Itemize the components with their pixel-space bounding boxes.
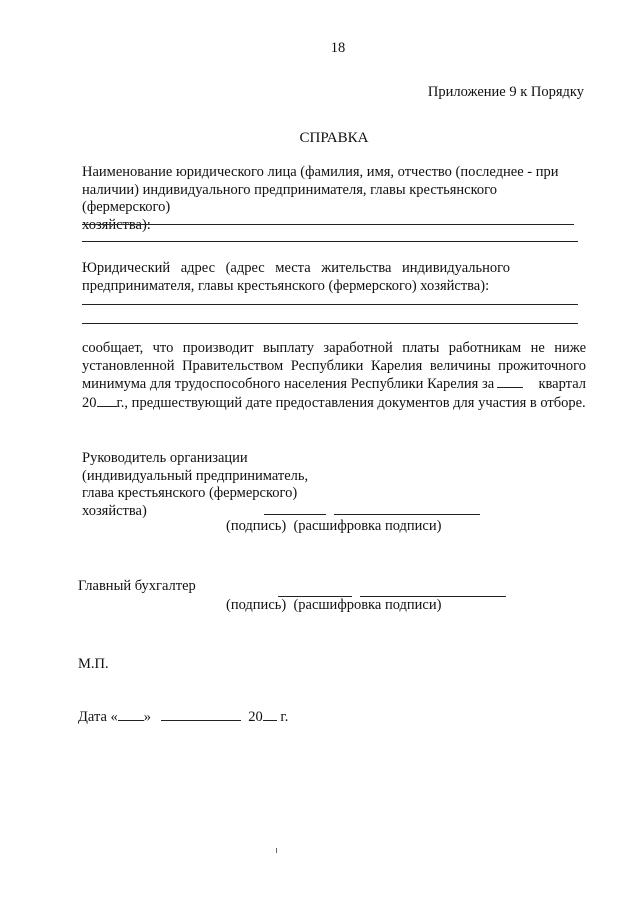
statement-paragraph [82,340,586,412]
year-prefix: 20 [82,394,97,411]
date-year-blank[interactable] [263,708,277,721]
document-title: СПРАВКА [299,130,369,146]
head-signature-decoding-line[interactable] [334,514,480,515]
page-number: 18 [330,40,346,56]
statement-line-4-text: г., предшествующий дате предоставления документов для участия в отборе. [116,394,586,411]
legal-address-line-2: предпринимателя, главы крестьянского (фермерского) хозяйства): [82,277,490,294]
statement-line-2: установленной Правительством Республики Карелия величины прожиточного [82,357,586,374]
legal-address-fill-line-1[interactable] [82,304,578,305]
date-year-suffix: г. [280,709,289,725]
quarter-blank[interactable] [497,375,523,388]
entity-name-line-1: Наименование юридического лица (фамилия, имя, отчество (последнее - при [82,164,559,180]
statement-line-1: сообщает, что производит выплату заработной платы работникам не ниже [82,340,586,356]
legal-address-fill-line-2[interactable] [82,323,578,324]
day-blank[interactable] [118,708,144,721]
head-label-line-4: хозяйства) [82,502,147,519]
date-line [78,708,288,726]
statement-quarter-word: квартал [538,376,586,392]
head-signature-caption: (подпись) (расшифровка подписи) [226,518,442,534]
statement-line-3-text: минимума для трудоспособного населения Республики Карелия за [82,376,495,392]
head-label-line-3: глава крестьянского (фермерского) [82,485,298,501]
statement-line-4 [82,394,586,413]
date-close-quote: » [143,709,152,725]
stamp-place: М.П. [78,656,109,672]
month-blank[interactable] [161,708,241,721]
appendix-reference: Приложение 9 к Порядку [427,84,584,100]
head-label-line-2: (индивидуальный предприниматель, [82,467,309,484]
entity-name-line-3: хозяйства): [82,216,151,233]
statement-line-3 [82,375,586,394]
year-blank[interactable] [97,394,117,407]
legal-address-line-1: Юридический адрес (адрес места жительства индивидуального [82,260,510,276]
entity-name-fill-line-2[interactable] [82,241,578,242]
accountant-signature-caption: (подпись) (расшифровка подписи) [226,597,442,613]
legal-address-block [82,260,510,295]
entity-name-line-2: наличии) индивидуального предпринимателя, главы крестьянского (фермерского) [82,181,497,215]
scan-speck [276,848,277,853]
accountant-label: Главный бухгалтер [78,578,196,594]
head-label-line-1: Руководитель организации [82,450,248,466]
head-signature-label [82,450,308,520]
date-year-prefix: 20 [248,709,263,725]
date-label: Дата « [78,709,118,725]
head-signature-line[interactable] [264,514,326,515]
entity-name-fill-line-1[interactable] [82,224,574,225]
